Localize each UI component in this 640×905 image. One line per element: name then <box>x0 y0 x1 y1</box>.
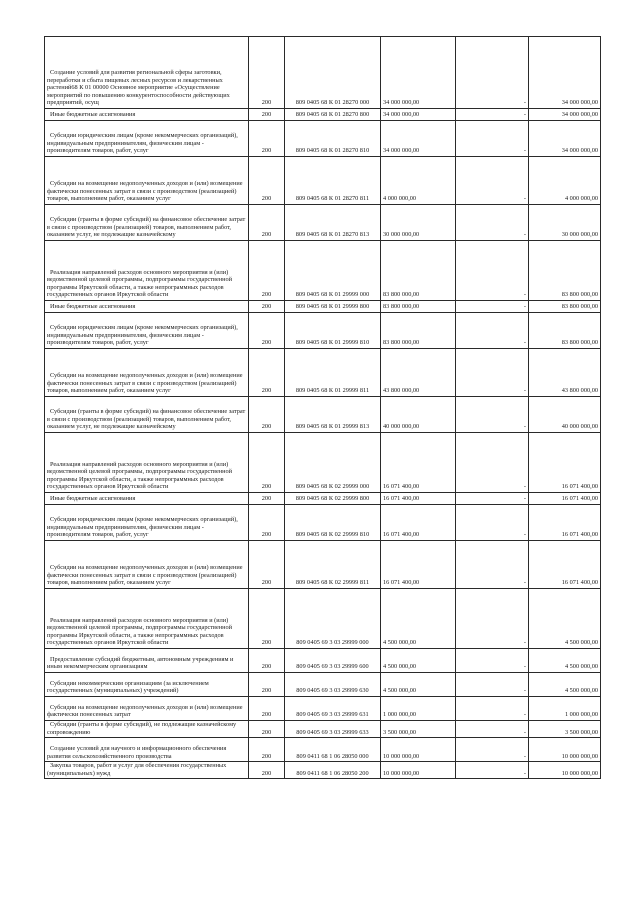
row-line-code: 200 <box>249 241 285 301</box>
row-unexecuted-amount: 10 000 000,00 <box>529 738 601 762</box>
table-row <box>45 433 601 493</box>
row-budget-classification-code: 809 0405 69 3 03 29999 000 <box>285 589 381 649</box>
row-line-code: 200 <box>249 649 285 673</box>
row-description: Создание условий для научного и информационного обеспечения развития сельскохозяйственного производства <box>45 738 249 762</box>
table-row <box>45 673 601 697</box>
row-budget-classification-code: 809 0405 69 3 03 29999 631 <box>285 697 381 721</box>
row-approved-amount: 43 800 000,00 <box>381 349 456 397</box>
row-executed-amount: - <box>456 121 529 157</box>
row-approved-amount: 16 071 400,00 <box>381 433 456 493</box>
table-row <box>45 721 601 738</box>
table-row <box>45 697 601 721</box>
row-unexecuted-amount: 34 000 000,00 <box>529 37 601 109</box>
row-budget-classification-code: 809 0405 68 К 01 29999 810 <box>285 313 381 349</box>
row-line-code: 200 <box>249 721 285 738</box>
row-budget-classification-code: 809 0405 69 3 03 29999 630 <box>285 673 381 697</box>
budget-sheet <box>44 36 600 779</box>
row-approved-amount: 34 000 000,00 <box>381 109 456 121</box>
row-executed-amount: - <box>456 505 529 541</box>
row-budget-classification-code: 809 0405 68 К 02 29999 811 <box>285 541 381 589</box>
row-unexecuted-amount: 16 071 400,00 <box>529 493 601 505</box>
row-description: Закупка товаров, работ и услуг для обеспечения государственных (муниципальных) нужд <box>45 762 249 779</box>
row-executed-amount: - <box>456 721 529 738</box>
row-approved-amount: 16 071 400,00 <box>381 541 456 589</box>
row-line-code: 200 <box>249 121 285 157</box>
row-line-code: 200 <box>249 493 285 505</box>
row-description: Субсидии (гранты в форме субсидий) на финансовое обеспечение затрат в связи с производством (реализацией) товаров, выполнением работ, оказанием услуг, не подлежащие казначейскому <box>45 397 249 433</box>
table-row <box>45 121 601 157</box>
row-budget-classification-code: 809 0405 68 К 01 28270 000 <box>285 37 381 109</box>
row-executed-amount: - <box>456 109 529 121</box>
row-unexecuted-amount: 4 500 000,00 <box>529 673 601 697</box>
row-unexecuted-amount: 83 800 000,00 <box>529 241 601 301</box>
row-line-code: 200 <box>249 589 285 649</box>
row-description: Субсидии (гранты в форме субсидий) на финансовое обеспечение затрат в связи с производством (реализацией) товаров, выполнением работ, оказанием услуг, не подлежащие казначейскому <box>45 205 249 241</box>
row-unexecuted-amount: 3 500 000,00 <box>529 721 601 738</box>
row-line-code: 200 <box>249 301 285 313</box>
row-executed-amount: - <box>456 589 529 649</box>
table-row <box>45 738 601 762</box>
row-executed-amount: - <box>456 433 529 493</box>
row-line-code: 200 <box>249 762 285 779</box>
table-row <box>45 313 601 349</box>
row-approved-amount: 4 000 000,00 <box>381 157 456 205</box>
row-line-code: 200 <box>249 349 285 397</box>
row-unexecuted-amount: 30 000 000,00 <box>529 205 601 241</box>
row-approved-amount: 10 000 000,00 <box>381 738 456 762</box>
table-row <box>45 205 601 241</box>
row-description: Субсидии на возмещение недополученных доходов и (или) возмещение фактически понесенных затрат в связи с производством (реализацией) товаров, выполнением работ, оказанием услуг <box>45 157 249 205</box>
table-row <box>45 349 601 397</box>
row-executed-amount: - <box>456 157 529 205</box>
row-description: Предоставление субсидий бюджетным, автономным учреждениям и иным некоммерческим организациям <box>45 649 249 673</box>
row-budget-classification-code: 809 0405 68 К 01 29999 000 <box>285 241 381 301</box>
row-approved-amount: 83 800 000,00 <box>381 301 456 313</box>
row-approved-amount: 83 800 000,00 <box>381 241 456 301</box>
row-approved-amount: 16 071 400,00 <box>381 505 456 541</box>
row-budget-classification-code: 809 0405 69 3 03 29999 600 <box>285 649 381 673</box>
table-row <box>45 505 601 541</box>
table-row <box>45 762 601 779</box>
row-budget-classification-code: 809 0405 68 К 02 29999 810 <box>285 505 381 541</box>
row-executed-amount: - <box>456 205 529 241</box>
row-executed-amount: - <box>456 241 529 301</box>
row-unexecuted-amount: 10 000 000,00 <box>529 762 601 779</box>
row-unexecuted-amount: 16 071 400,00 <box>529 433 601 493</box>
row-description: Субсидии на возмещение недополученных доходов и (или) возмещение фактически понесенных затрат в связи с производством (реализацией) товаров, выполнением работ, оказанием услуг <box>45 541 249 589</box>
row-approved-amount: 30 000 000,00 <box>381 205 456 241</box>
row-line-code: 200 <box>249 541 285 589</box>
budget-table <box>44 36 601 779</box>
table-row <box>45 589 601 649</box>
row-description: Субсидии (гранты в форме субсидий), не подлежащие казначейскому сопровождению <box>45 721 249 738</box>
row-unexecuted-amount: 34 000 000,00 <box>529 109 601 121</box>
row-line-code: 200 <box>249 37 285 109</box>
row-description: Субсидии юридическим лицам (кроме некоммерческих организаций), индивидуальным предпринимателям, физическим лицам - производителям товаров, работ, услуг <box>45 505 249 541</box>
table-row <box>45 649 601 673</box>
table-row <box>45 157 601 205</box>
row-line-code: 200 <box>249 738 285 762</box>
row-description: Субсидии на возмещение недополученных доходов и (или) возмещение фактически понесенных затрат в связи с производством (реализацией) товаров, выполнением работ, оказанием услуг <box>45 349 249 397</box>
budget-table-body <box>45 37 601 779</box>
row-description: Субсидии некоммерческим организациям (за исключением государственных (муниципальных) учреждений) <box>45 673 249 697</box>
row-unexecuted-amount: 83 800 000,00 <box>529 301 601 313</box>
row-budget-classification-code: 809 0411 68 1 06 28050 000 <box>285 738 381 762</box>
row-budget-classification-code: 809 0405 69 3 03 29999 633 <box>285 721 381 738</box>
row-line-code: 200 <box>249 157 285 205</box>
row-line-code: 200 <box>249 697 285 721</box>
row-line-code: 200 <box>249 205 285 241</box>
row-budget-classification-code: 809 0411 68 1 06 28050 200 <box>285 762 381 779</box>
row-description: Реализация направлений расходов основного мероприятия и (или) ведомственной целевой программы, подпрограммы государственной программы Иркутской области, а также непрограммных расходов государственных органов Иркутской области <box>45 589 249 649</box>
row-budget-classification-code: 809 0405 68 К 01 29999 811 <box>285 349 381 397</box>
row-line-code: 200 <box>249 433 285 493</box>
row-unexecuted-amount: 83 800 000,00 <box>529 313 601 349</box>
row-unexecuted-amount: 4 000 000,00 <box>529 157 601 205</box>
row-budget-classification-code: 809 0405 68 К 02 29999 800 <box>285 493 381 505</box>
row-unexecuted-amount: 1 000 000,00 <box>529 697 601 721</box>
row-approved-amount: 40 000 000,00 <box>381 397 456 433</box>
table-row <box>45 493 601 505</box>
table-row <box>45 241 601 301</box>
row-approved-amount: 4 500 000,00 <box>381 673 456 697</box>
row-unexecuted-amount: 16 071 400,00 <box>529 505 601 541</box>
row-executed-amount: - <box>456 541 529 589</box>
table-row <box>45 37 601 109</box>
row-unexecuted-amount: 4 500 000,00 <box>529 589 601 649</box>
row-description: Субсидии на возмещение недополученных доходов и (или) возмещение фактически понесенных затрат <box>45 697 249 721</box>
row-budget-classification-code: 809 0405 68 К 01 28270 811 <box>285 157 381 205</box>
row-approved-amount: 3 500 000,00 <box>381 721 456 738</box>
row-unexecuted-amount: 4 500 000,00 <box>529 649 601 673</box>
row-unexecuted-amount: 34 000 000,00 <box>529 121 601 157</box>
row-line-code: 200 <box>249 397 285 433</box>
table-row <box>45 541 601 589</box>
row-line-code: 200 <box>249 109 285 121</box>
row-line-code: 200 <box>249 505 285 541</box>
row-approved-amount: 4 500 000,00 <box>381 649 456 673</box>
table-row <box>45 301 601 313</box>
row-budget-classification-code: 809 0405 68 К 01 29999 800 <box>285 301 381 313</box>
table-row <box>45 109 601 121</box>
row-description: Субсидии юридическим лицам (кроме некоммерческих организаций), индивидуальным предпринимателям, физическим лицам - производителям товаров, работ, услуг <box>45 121 249 157</box>
row-executed-amount: - <box>456 301 529 313</box>
row-approved-amount: 16 071 400,00 <box>381 493 456 505</box>
row-executed-amount: - <box>456 349 529 397</box>
row-description: Создание условий для развития региональной сферы заготовки, переработки и сбыта пищевых лесных ресурсов и лекарственных растений68 К 01 00000 Основное мероприятие «Осуществление мероприятий по повышению конкурентоспособности действующих предприятий, осущ <box>45 37 249 109</box>
row-executed-amount: - <box>456 762 529 779</box>
row-budget-classification-code: 809 0405 68 К 01 28270 800 <box>285 109 381 121</box>
row-line-code: 200 <box>249 673 285 697</box>
row-approved-amount: 83 800 000,00 <box>381 313 456 349</box>
row-executed-amount: - <box>456 649 529 673</box>
row-description: Иные бюджетные ассигнования <box>45 301 249 313</box>
row-approved-amount: 34 000 000,00 <box>381 37 456 109</box>
row-executed-amount: - <box>456 313 529 349</box>
row-description: Реализация направлений расходов основного мероприятия и (или) ведомственной целевой программы, подпрограммы государственной программы Иркутской области, а также непрограммных расходов государственных органов Иркутской области <box>45 433 249 493</box>
table-row <box>45 397 601 433</box>
row-approved-amount: 1 000 000,00 <box>381 697 456 721</box>
row-executed-amount: - <box>456 697 529 721</box>
row-executed-amount: - <box>456 37 529 109</box>
row-budget-classification-code: 809 0405 68 К 02 29999 000 <box>285 433 381 493</box>
row-unexecuted-amount: 40 000 000,00 <box>529 397 601 433</box>
row-unexecuted-amount: 16 071 400,00 <box>529 541 601 589</box>
row-description: Субсидии юридическим лицам (кроме некоммерческих организаций), индивидуальным предпринимателям, физическим лицам - производителям товаров, работ, услуг <box>45 313 249 349</box>
row-budget-classification-code: 809 0405 68 К 01 29999 813 <box>285 397 381 433</box>
row-description: Иные бюджетные ассигнования <box>45 109 249 121</box>
row-description: Реализация направлений расходов основного мероприятия и (или) ведомственной целевой программы, подпрограммы государственной программы Иркутской области, а также непрограммных расходов государственных органов Иркутской области <box>45 241 249 301</box>
row-budget-classification-code: 809 0405 68 К 01 28270 810 <box>285 121 381 157</box>
row-approved-amount: 4 500 000,00 <box>381 589 456 649</box>
row-executed-amount: - <box>456 397 529 433</box>
row-executed-amount: - <box>456 673 529 697</box>
row-executed-amount: - <box>456 738 529 762</box>
row-line-code: 200 <box>249 313 285 349</box>
row-executed-amount: - <box>456 493 529 505</box>
row-description: Иные бюджетные ассигнования <box>45 493 249 505</box>
row-approved-amount: 34 000 000,00 <box>381 121 456 157</box>
row-unexecuted-amount: 43 800 000,00 <box>529 349 601 397</box>
row-approved-amount: 10 000 000,00 <box>381 762 456 779</box>
row-budget-classification-code: 809 0405 68 К 01 28270 813 <box>285 205 381 241</box>
